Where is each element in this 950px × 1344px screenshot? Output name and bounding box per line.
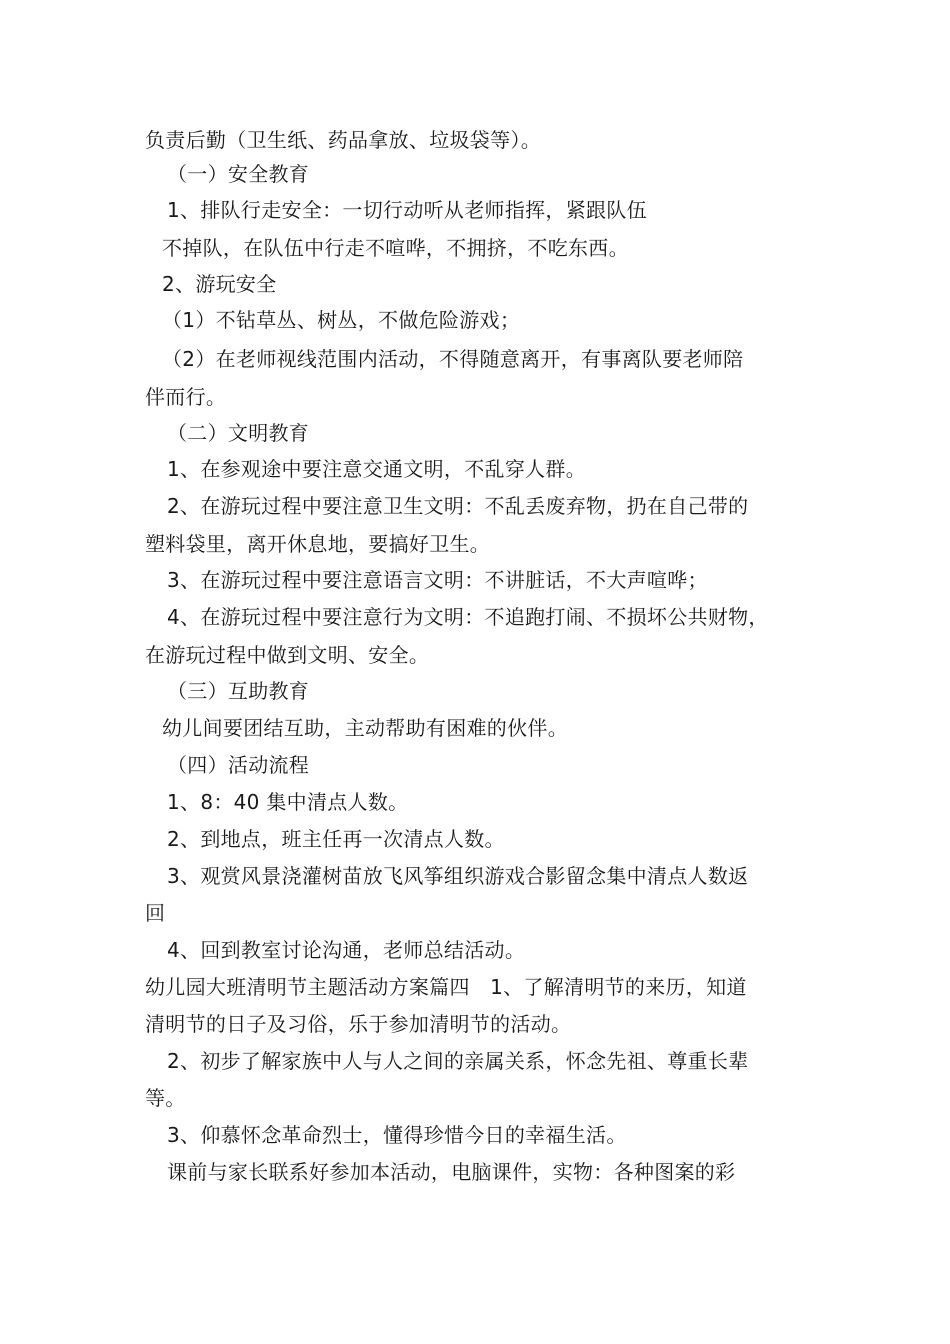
text-line: 回 [145, 901, 166, 925]
text-line: 2、在游玩过程中要注意卫生文明：不乱丢废弃物，扔在自己带的 [167, 494, 749, 518]
text-line: 塑料袋里，离开休息地，要搞好卫生。 [145, 532, 491, 556]
section-heading: （四）活动流程 [167, 753, 310, 777]
article-heading: 幼儿园大班清明节主题活动方案篇四 1、了解清明节的来历，知道 [145, 975, 747, 999]
text-line: 2、初步了解家族中人与人之间的亲属关系，怀念先祖、尊重长辈 [167, 1049, 749, 1073]
text-line: （1）不钻草丛、树丛，不做危险游戏； [162, 308, 521, 332]
section-heading: （二）文明教育 [167, 421, 310, 445]
text-line: 伴而行。 [145, 385, 227, 409]
text-line: 1、8：40 集中清点人数。 [167, 790, 409, 814]
section-heading: （一）安全教育 [167, 162, 310, 186]
text-line: 课前与家长联系好参加本活动，电脑课件，实物：各种图案的彩 [167, 1160, 736, 1184]
text-line: 不掉队，在队伍中行走不喧哗，不拥挤，不吃东西。 [162, 236, 629, 260]
text-line: 等。 [145, 1086, 186, 1110]
text-line: 幼儿间要团结互助，主动帮助有困难的伙伴。 [162, 716, 568, 740]
text-line: 3、观赏风景浇灌树苗放飞风筝组织游戏合影留念集中清点人数返 [167, 864, 749, 888]
text-line: 清明节的日子及习俗，乐于参加清明节的活动。 [145, 1012, 572, 1036]
text-line: 3、在游玩过程中要注意语言文明：不讲脏话，不大声喧哗； [167, 568, 708, 592]
text-line: 在游玩过程中做到文明、安全。 [145, 643, 430, 667]
text-line: 1、在参观途中要注意交通文明，不乱穿人群。 [167, 457, 587, 481]
text-line: 2、游玩安全 [162, 272, 277, 296]
section-heading: （三）互助教育 [167, 679, 310, 703]
text-line: 4、在游玩过程中要注意行为文明：不追跑打闹、不损坏公共财物， [167, 605, 769, 629]
text-line: 3、仰慕怀念革命烈士，懂得珍惜今日的幸福生活。 [167, 1123, 627, 1147]
text-line: 负责后勤（卫生纸、药品拿放、垃圾袋等）。 [145, 128, 541, 152]
text-line: 4、回到教室讨论沟通，老师总结活动。 [167, 938, 526, 962]
text-line: 2、到地点，班主任再一次清点人数。 [167, 827, 505, 851]
text-line: （2）在老师视线范围内活动，不得随意离开，有事离队要老师陪 [162, 347, 744, 371]
text-line: 1、排队行走安全：一切行动听从老师指挥，紧跟队伍 [167, 198, 647, 222]
